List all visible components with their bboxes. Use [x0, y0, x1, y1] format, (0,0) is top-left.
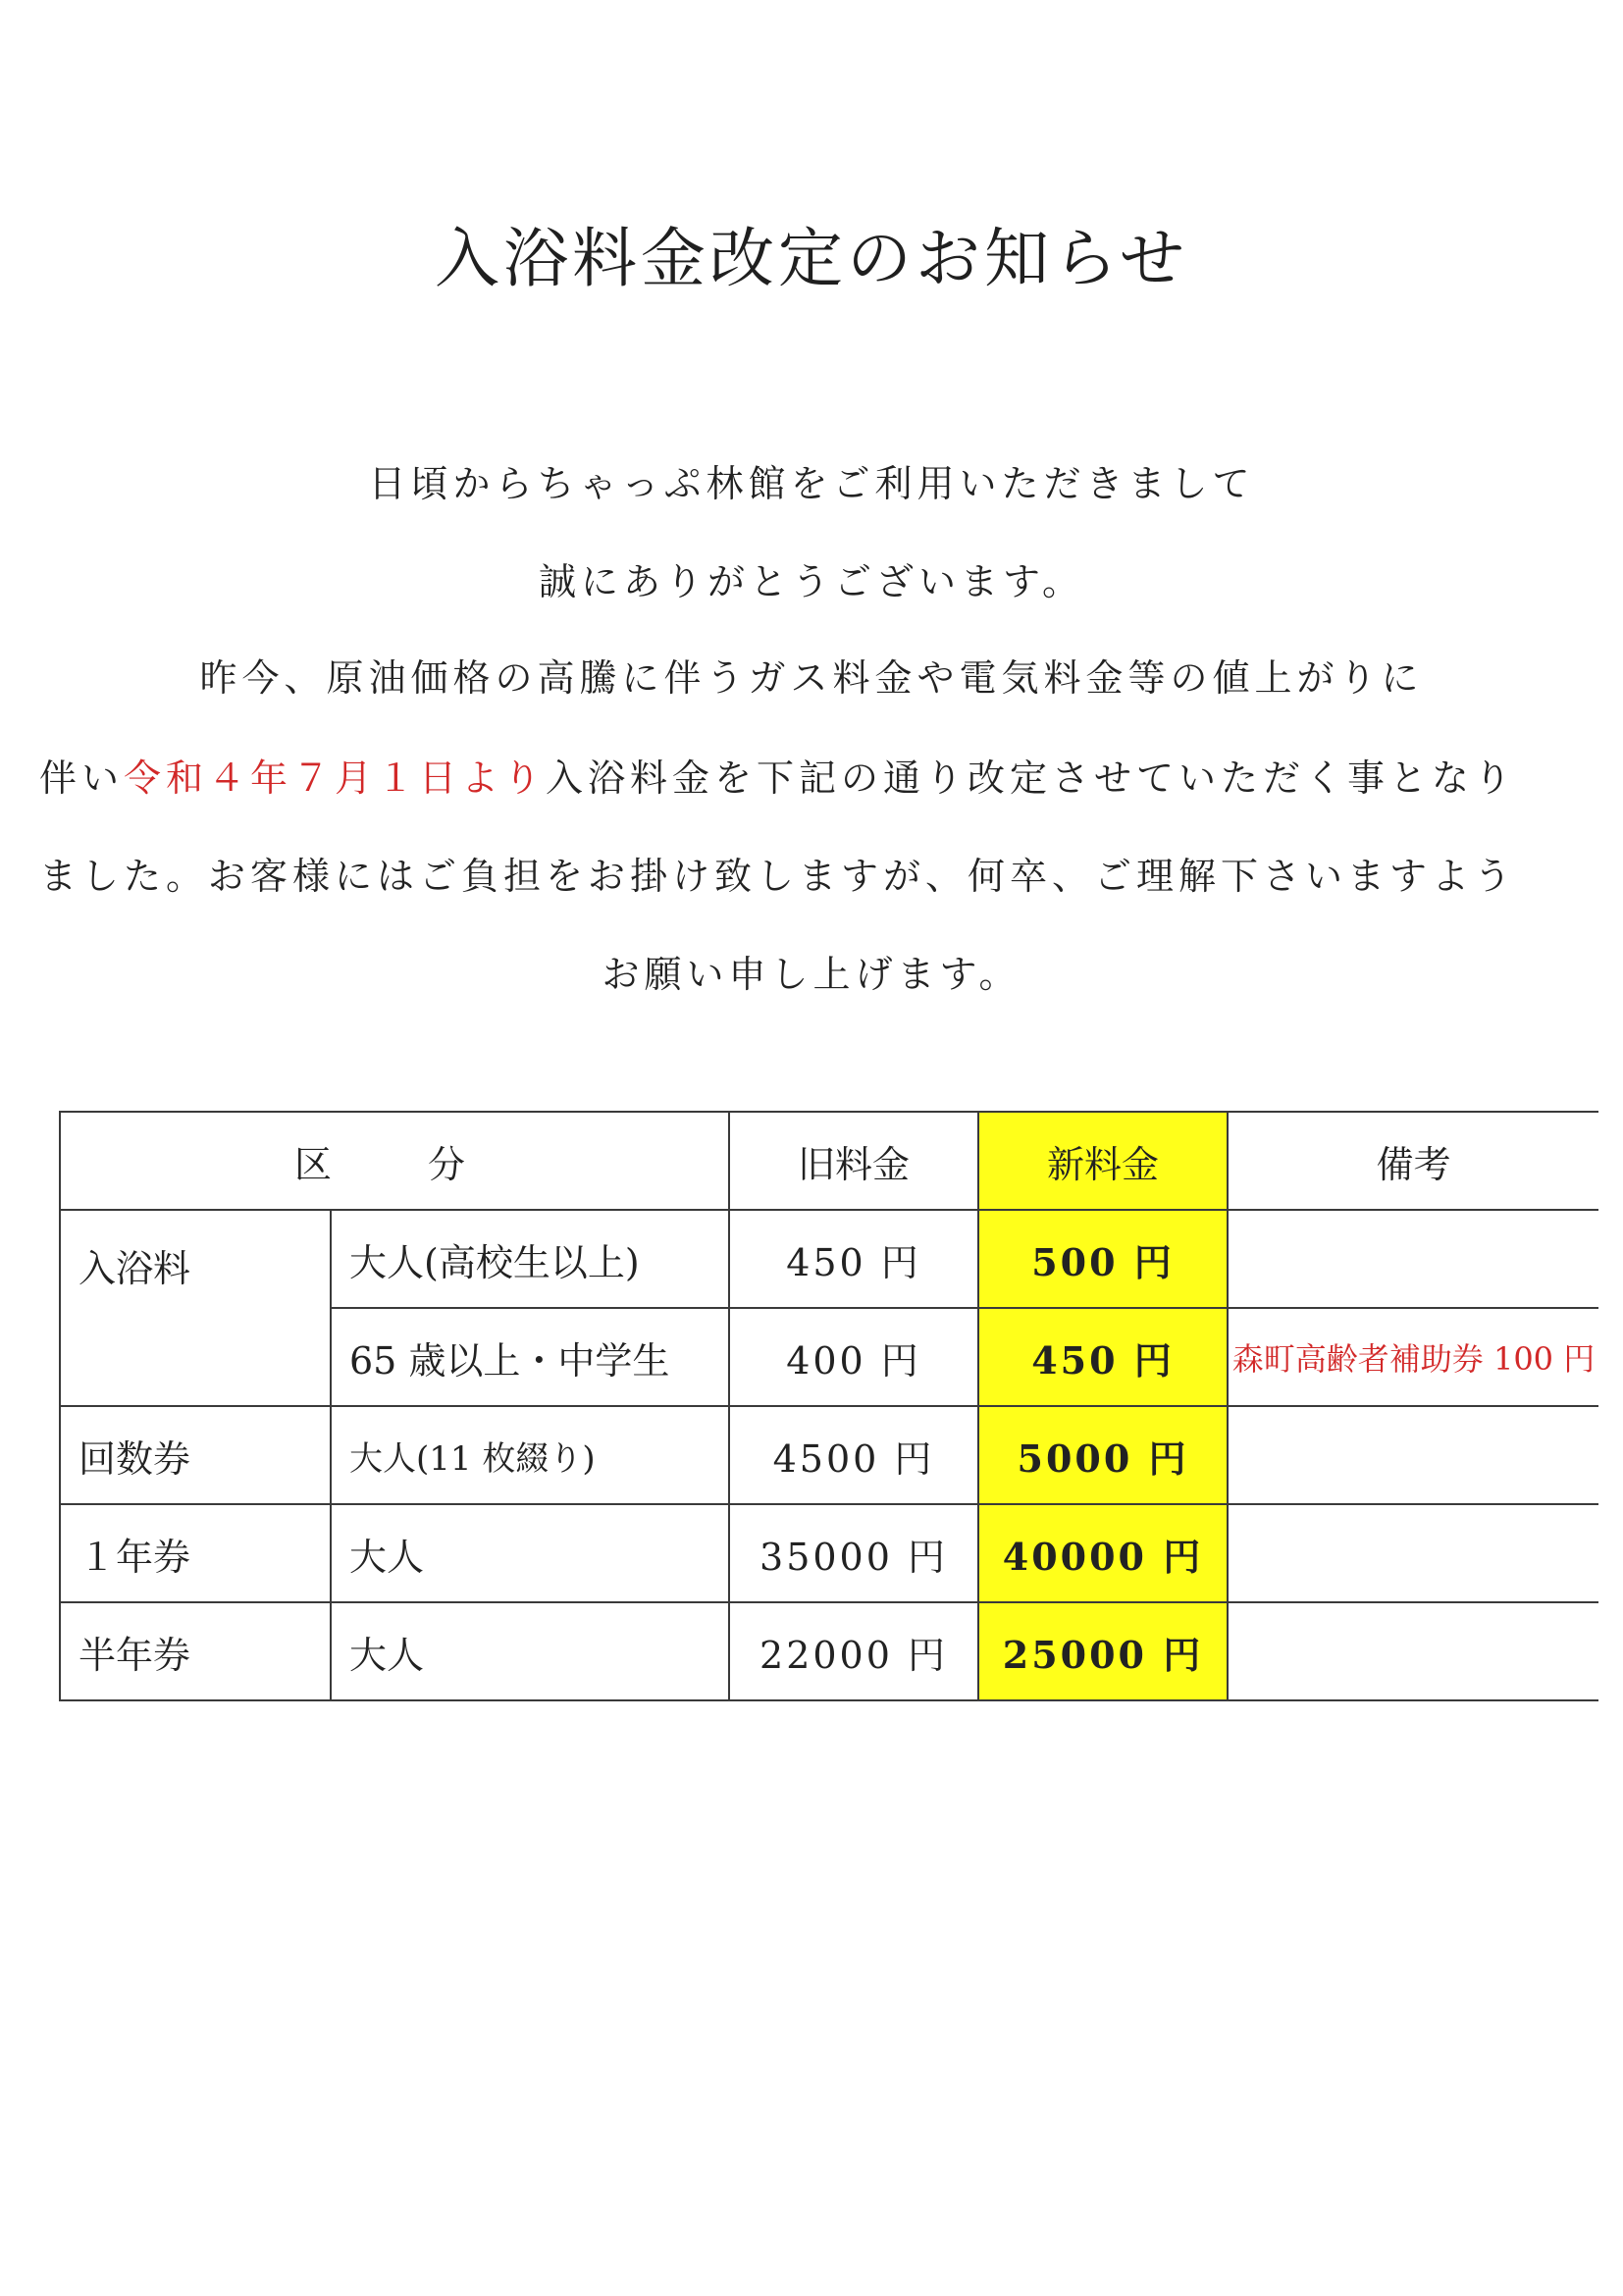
- table-header-row: [60, 1112, 1598, 1210]
- old-price-cell: 35000 円: [729, 1504, 978, 1602]
- notice-title: 入浴料金改定のお知らせ: [434, 221, 1189, 296]
- table-row: [60, 1406, 1598, 1504]
- remarks-cell: 森町高齢者補助券 100 円: [1228, 1308, 1598, 1406]
- header-new-price: 新料金: [978, 1112, 1228, 1210]
- paragraph-line-4-start: 伴い: [39, 757, 125, 800]
- subcategory-cell: 大人: [331, 1504, 729, 1602]
- new-price-cell: 450 円: [978, 1308, 1228, 1406]
- remarks-cell: [1228, 1406, 1598, 1504]
- table-row: [60, 1602, 1598, 1700]
- header-remarks: 備考: [1228, 1112, 1598, 1210]
- paragraph-line-6: お願い申し上げます。: [602, 953, 1021, 996]
- old-price-cell: 400 円: [729, 1308, 978, 1406]
- remarks-cell: [1228, 1504, 1598, 1602]
- paragraph-line-3: 昨今、原油価格の高騰に伴うガス料金や電気料金等の値上がりに: [199, 656, 1424, 700]
- remarks-cell: [1228, 1602, 1598, 1700]
- new-price-cell: 40000 円: [978, 1504, 1228, 1602]
- category-cell: 入浴料: [60, 1210, 331, 1406]
- subcategory-cell: 65 歳以上・中学生: [331, 1308, 729, 1406]
- effective-date: 令和４年７月１日より: [124, 757, 547, 800]
- table-row: [60, 1504, 1598, 1602]
- old-price-cell: 4500 円: [729, 1406, 978, 1504]
- subcategory-cell: 大人(高校生以上): [331, 1210, 729, 1308]
- paragraph-line-4: [39, 748, 1584, 802]
- new-price-cell: 500 円: [978, 1210, 1228, 1308]
- category-cell: １年券: [60, 1504, 331, 1602]
- category-cell: 半年券: [60, 1602, 331, 1700]
- table-row: [60, 1210, 1598, 1308]
- subcategory-cell: 大人(11 枚綴り): [331, 1406, 729, 1504]
- paragraph-line-5: ました。お客様にはご負担をお掛け致しますが、何卒、ご理解下さいますよう: [39, 855, 1517, 898]
- subcategory-cell: 大人: [331, 1602, 729, 1700]
- new-price-cell: 5000 円: [978, 1406, 1228, 1504]
- header-old-price: 旧料金: [729, 1112, 978, 1210]
- paragraph-line-1: 日頃からちゃっぷ林館をご利用いただきまして: [368, 462, 1255, 505]
- paragraph-line-4-end: 入浴料金を下記の通り改定させていただく事となり: [546, 757, 1517, 800]
- category-cell: 回数券: [60, 1406, 331, 1504]
- remarks-cell: [1228, 1210, 1598, 1308]
- paragraph-line-2: 誠にありがとうございます。: [539, 560, 1084, 603]
- old-price-cell: 450 円: [729, 1210, 978, 1308]
- new-price-cell: 25000 円: [978, 1602, 1228, 1700]
- fee-table: [59, 1111, 1598, 1701]
- old-price-cell: 22000 円: [729, 1602, 978, 1700]
- header-category: 区 分: [60, 1112, 729, 1210]
